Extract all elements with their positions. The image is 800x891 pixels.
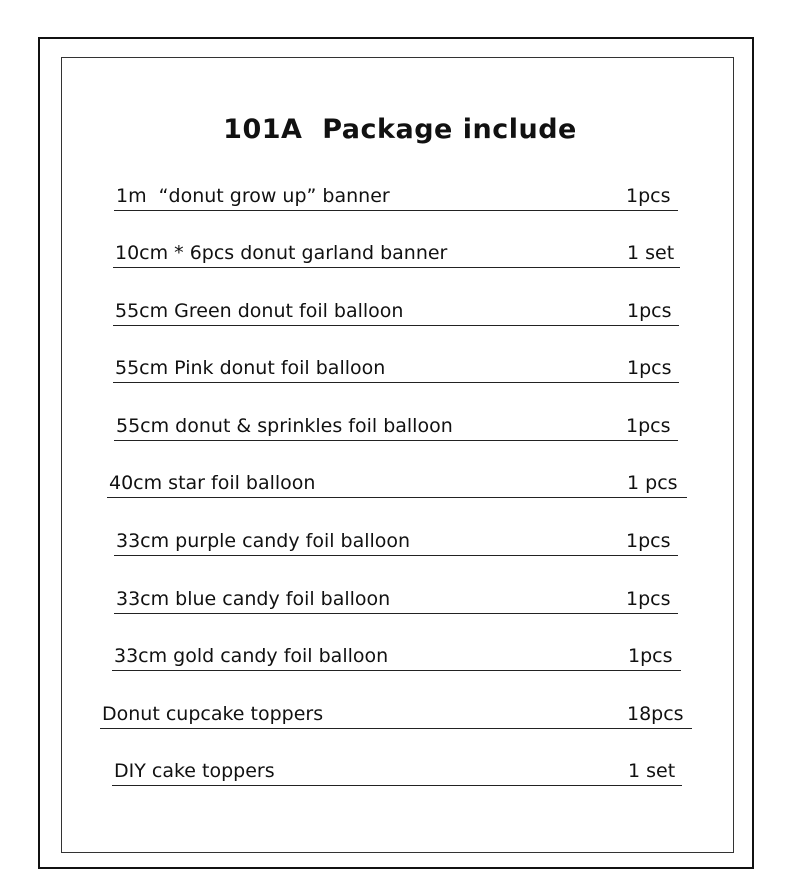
package-item-row xyxy=(107,470,687,498)
package-item-quantity: 1pcs xyxy=(627,300,672,322)
package-item-name: Donut cupcake toppers xyxy=(102,703,324,725)
package-item-quantity: 1 set xyxy=(627,242,675,264)
package-item-row xyxy=(113,298,679,326)
package-item-row xyxy=(114,413,678,441)
package-item-quantity: 1 set xyxy=(628,760,676,782)
package-item-row xyxy=(114,183,678,211)
package-item-name: 55cm Green donut foil balloon xyxy=(115,300,404,322)
package-item-quantity: 1pcs xyxy=(626,530,671,552)
package-item-quantity: 1pcs xyxy=(627,357,672,379)
package-item-quantity: 1pcs xyxy=(626,185,671,207)
package-item-name: DIY cake toppers xyxy=(114,760,275,782)
package-item-name: 33cm gold candy foil balloon xyxy=(114,645,389,667)
package-item-name: 33cm purple candy foil balloon xyxy=(116,530,411,552)
package-item-name: 40cm star foil balloon xyxy=(109,472,316,494)
package-item-row xyxy=(113,355,679,383)
package-item-row xyxy=(100,701,692,729)
package-item-quantity: 1 pcs xyxy=(627,472,678,494)
package-item-row xyxy=(113,240,680,268)
package-title: 101A Package include xyxy=(223,114,577,145)
package-item-name: 33cm blue candy foil balloon xyxy=(116,588,391,610)
package-item-name: 10cm * 6pcs donut garland banner xyxy=(115,242,448,264)
package-item-quantity: 18pcs xyxy=(627,703,684,725)
inner-border xyxy=(61,57,734,853)
package-item-row xyxy=(112,643,681,671)
package-item-quantity: 1pcs xyxy=(626,588,671,610)
package-item-name: 55cm Pink donut foil balloon xyxy=(115,357,386,379)
package-item-row xyxy=(114,528,678,556)
package-item-row xyxy=(114,586,678,614)
package-item-quantity: 1pcs xyxy=(628,645,673,667)
package-item-name: 55cm donut & sprinkles foil balloon xyxy=(116,415,453,437)
package-item-name: 1m “donut grow up” banner xyxy=(116,185,390,207)
package-item-quantity: 1pcs xyxy=(626,415,671,437)
package-item-row xyxy=(112,758,682,786)
